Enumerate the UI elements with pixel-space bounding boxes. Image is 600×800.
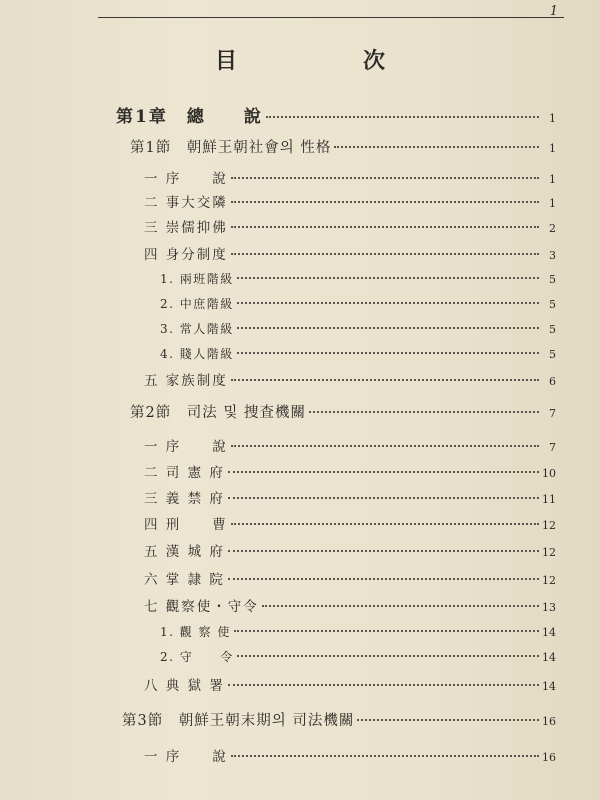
toc-subentry xyxy=(160,270,556,287)
toc-entry-label: 2. 中庶階級 xyxy=(160,297,234,311)
toc-entry-label: 1. 兩班階級 xyxy=(160,272,234,286)
toc-entry-page: 12 xyxy=(542,546,556,559)
dot-leader xyxy=(357,719,539,721)
toc-entry-page: 12 xyxy=(542,519,556,532)
toc-entry-page: 12 xyxy=(542,574,556,587)
toc-entry-label: 3. 常人階級 xyxy=(160,322,234,336)
toc-entry-page: 5 xyxy=(549,273,556,286)
toc-entry-page: 5 xyxy=(549,323,556,336)
toc-entry-label: 第2節 司法 및 捜査機關 xyxy=(130,405,306,421)
dot-leader xyxy=(231,226,539,228)
toc-entry-section-1 xyxy=(130,136,556,157)
toc-entry-page: 1 xyxy=(549,112,556,125)
dot-leader xyxy=(262,605,539,607)
toc-entry-page: 3 xyxy=(549,249,556,262)
toc-entry-page: 5 xyxy=(549,298,556,311)
toc-subentry xyxy=(160,623,556,640)
toc-entry-page: 14 xyxy=(542,651,556,664)
toc-entry-label: 1. 觀 察 使 xyxy=(160,625,231,639)
toc-entry xyxy=(144,513,556,533)
toc-entry-label: 4. 賤人階級 xyxy=(160,347,234,361)
toc-entry-label: 四 身分制度 xyxy=(144,247,228,263)
dot-leader xyxy=(231,177,539,179)
toc-subentry xyxy=(160,345,556,362)
toc-entry xyxy=(144,540,556,560)
dot-leader xyxy=(334,146,539,148)
toc-entry-label: 第3節 朝鮮王朝末期의 司法機關 xyxy=(122,713,355,729)
toc-entry-page: 11 xyxy=(542,493,556,506)
toc-entry-page: 14 xyxy=(542,680,556,693)
toc-entry-label: 一 序 說 xyxy=(144,439,228,455)
dot-leader xyxy=(228,471,539,473)
toc-entry-page: 1 xyxy=(549,173,556,186)
toc-entry xyxy=(144,216,556,236)
toc-entry-label: 2. 守 令 xyxy=(160,650,234,664)
toc-entry-label: 七 觀察使・守令 xyxy=(144,599,259,615)
dot-leader xyxy=(309,411,539,413)
toc-entry-page: 6 xyxy=(549,375,556,388)
dot-leader xyxy=(237,655,539,657)
toc-entry xyxy=(144,167,556,187)
toc-entry xyxy=(144,487,556,507)
toc-entry-page: 1 xyxy=(549,197,556,210)
dot-leader xyxy=(228,684,539,686)
dot-leader xyxy=(228,550,539,552)
toc-subentry xyxy=(160,320,556,337)
toc-entry-label: 一 序 說 xyxy=(144,749,228,765)
toc-entry-label: 三 崇儒抑佛 xyxy=(144,220,228,236)
toc-entry-label: 一 序 說 xyxy=(144,171,228,187)
toc-entry xyxy=(144,745,556,765)
toc-entry-page: 5 xyxy=(549,348,556,361)
toc-entry-label: 四 刑 曹 xyxy=(144,517,228,533)
toc-entry-page: 7 xyxy=(549,441,556,454)
toc-entry-label: 第1節 朝鮮王朝社會의 性格 xyxy=(130,140,332,156)
dot-leader xyxy=(231,201,539,203)
toc-entry-label: 八 典 獄 署 xyxy=(144,678,225,694)
toc-entry-page: 1 xyxy=(549,142,556,155)
toc-entry-section-2 xyxy=(130,401,556,422)
toc-entry-page: 10 xyxy=(542,467,556,480)
toc-entry-label: 六 掌 隷 院 xyxy=(144,572,225,588)
page-number: 1 xyxy=(549,4,558,19)
toc-entry-label: 五 家族制度 xyxy=(144,373,228,389)
toc-subentry xyxy=(160,295,556,312)
header-rule xyxy=(98,17,564,18)
dot-leader xyxy=(237,327,539,329)
dot-leader xyxy=(231,445,539,447)
toc-entry-label: 五 漢 城 府 xyxy=(144,544,225,560)
toc-entry-page: 2 xyxy=(549,222,556,235)
toc-entry-label: 第1章 總 說 xyxy=(116,107,263,127)
dot-leader xyxy=(228,497,539,499)
toc-entry-section-3 xyxy=(122,709,556,730)
toc-entry xyxy=(144,568,556,588)
toc-subentry xyxy=(160,648,556,665)
dot-leader xyxy=(231,379,539,381)
dot-leader xyxy=(266,116,539,118)
toc-title: 目 次 xyxy=(214,48,437,74)
toc-entry-page: 16 xyxy=(542,751,556,764)
toc-entry-label: 三 義 禁 府 xyxy=(144,491,225,507)
toc-entry xyxy=(144,435,556,455)
toc-entry xyxy=(144,369,556,389)
toc-entry xyxy=(144,461,556,481)
toc-entry-page: 7 xyxy=(549,407,556,420)
toc-entry xyxy=(144,191,556,211)
toc-entry-chapter-1 xyxy=(116,102,556,127)
toc-entry-label: 二 司 憲 府 xyxy=(144,465,225,481)
toc-entry xyxy=(144,595,556,615)
dot-leader xyxy=(234,630,539,632)
dot-leader xyxy=(237,277,539,279)
dot-leader xyxy=(231,755,539,757)
dot-leader xyxy=(237,352,539,354)
dot-leader xyxy=(231,253,539,255)
toc-entry-page: 14 xyxy=(542,626,556,639)
toc-entry-label: 二 事大交隣 xyxy=(144,195,228,211)
toc-entry-page: 16 xyxy=(542,715,556,728)
toc-entry-page: 13 xyxy=(542,601,556,614)
dot-leader xyxy=(228,578,539,580)
dot-leader xyxy=(237,302,539,304)
dot-leader xyxy=(231,523,539,525)
toc-entry xyxy=(144,243,556,263)
toc-entry xyxy=(144,674,556,694)
